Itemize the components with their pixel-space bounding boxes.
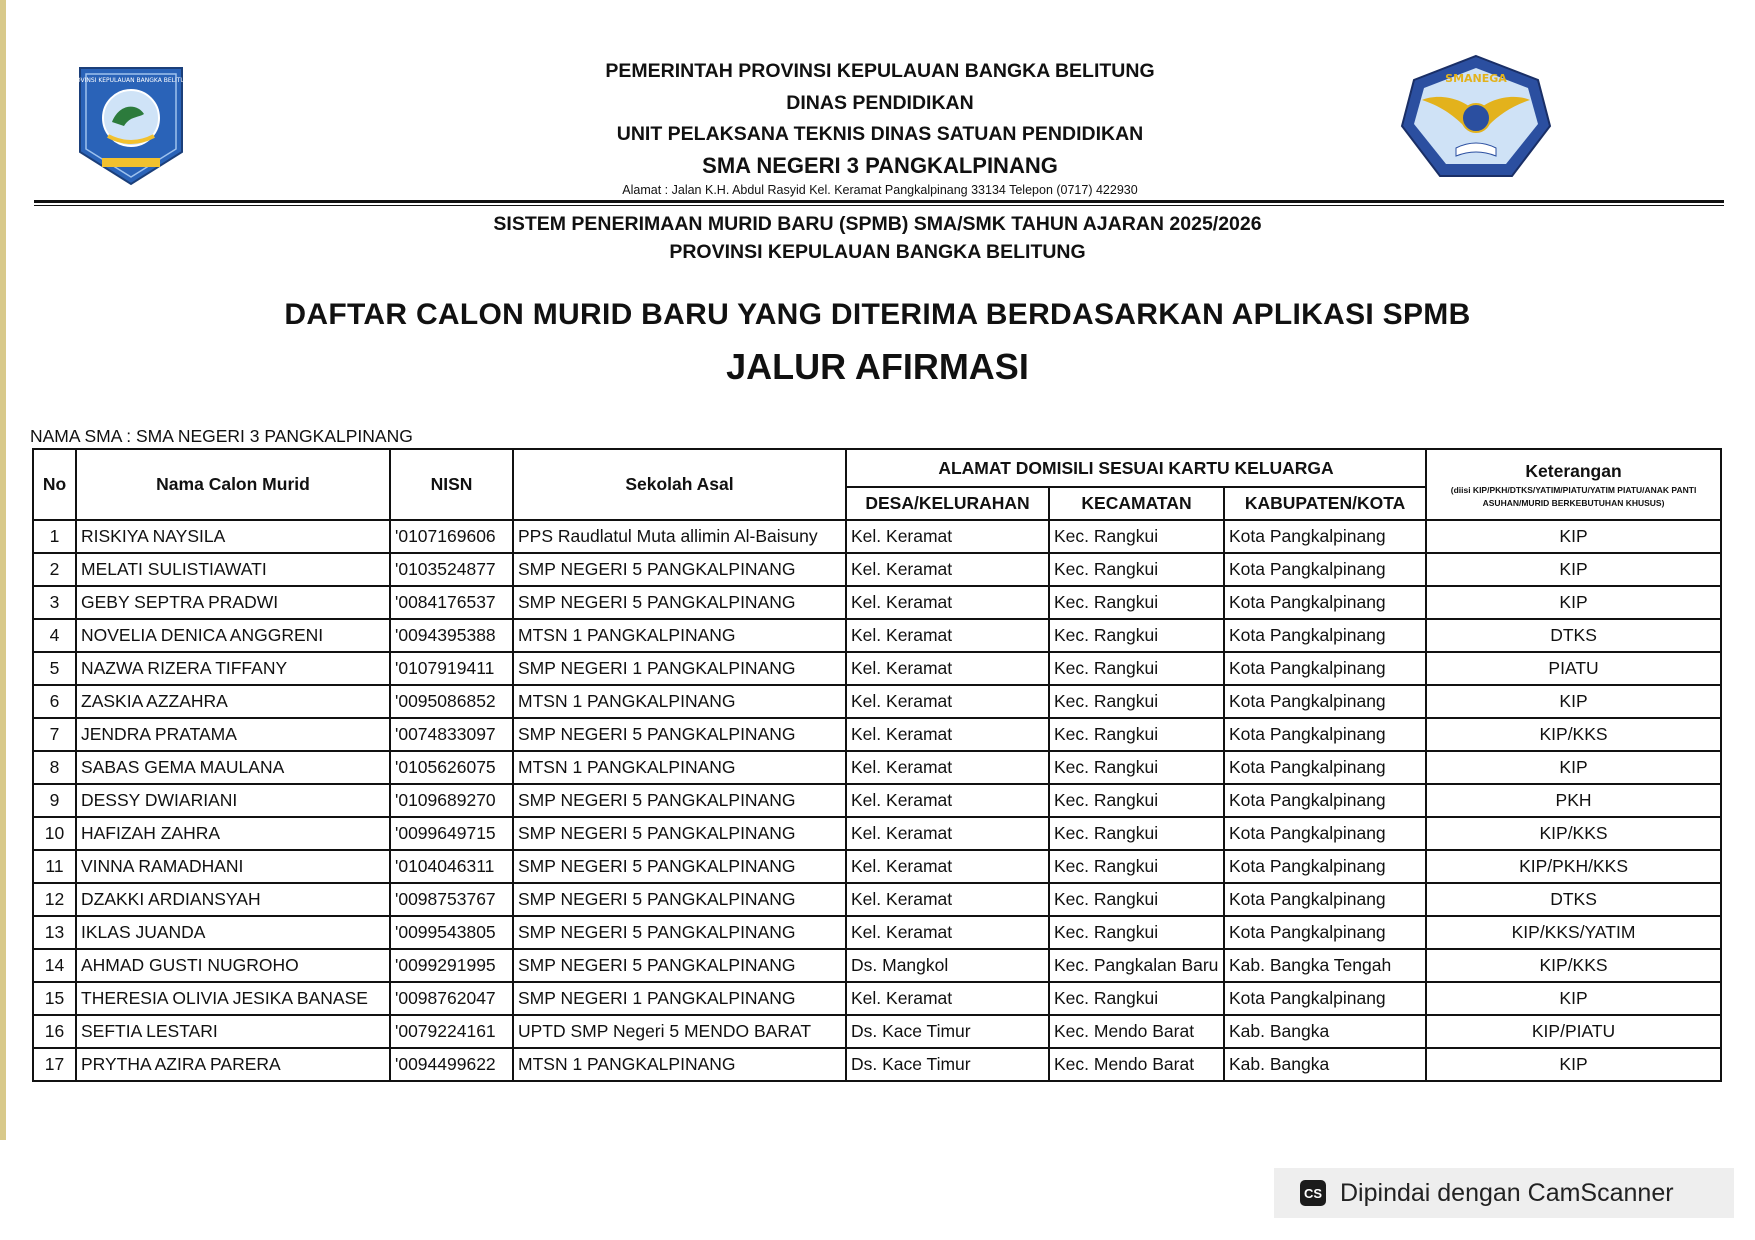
row-student-name: VINNA RAMADHANI: [76, 850, 390, 883]
row-origin-school: MTSN 1 PANGKALPINANG: [513, 619, 846, 652]
letterhead-divider-thin: [34, 205, 1724, 206]
row-regency: Kota Pangkalpinang: [1224, 718, 1426, 751]
header-address-group: ALAMAT DOMISILI SESUAI KARTU KELUARGA: [846, 449, 1426, 487]
row-student-name: SABAS GEMA MAULANA: [76, 751, 390, 784]
row-regency: Kota Pangkalpinang: [1224, 784, 1426, 817]
row-student-name: THERESIA OLIVIA JESIKA BANASE: [76, 982, 390, 1015]
row-no: 4: [33, 619, 76, 652]
subtitle-province: PROVINSI KEPULAUAN BANGKA BELITUNG: [669, 241, 1086, 263]
row-no: 12: [33, 883, 76, 916]
table-row: [33, 718, 1721, 751]
row-district: Kec. Rangkui: [1049, 982, 1224, 1015]
row-no: 2: [33, 553, 76, 586]
row-origin-school: SMP NEGERI 1 PANGKALPINANG: [513, 982, 846, 1015]
row-student-name: MELATI SULISTIAWATI: [76, 553, 390, 586]
row-regency: Kota Pangkalpinang: [1224, 652, 1426, 685]
row-no: 13: [33, 916, 76, 949]
row-village: Kel. Keramat: [846, 685, 1049, 718]
table-row: [33, 619, 1721, 652]
row-no: 10: [33, 817, 76, 850]
row-regency: Kab. Bangka: [1224, 1015, 1426, 1048]
row-district: Kec. Mendo Barat: [1049, 1015, 1224, 1048]
row-district: Kec. Rangkui: [1049, 784, 1224, 817]
school-name-label: NAMA SMA : SMA NEGERI 3 PANGKALPINANG: [30, 426, 413, 446]
row-student-name: AHMAD GUSTI NUGROHO: [76, 949, 390, 982]
row-remarks: KIP: [1426, 1048, 1721, 1081]
row-village: Kel. Keramat: [846, 652, 1049, 685]
row-origin-school: SMP NEGERI 5 PANGKALPINANG: [513, 718, 846, 751]
row-origin-school: UPTD SMP Negeri 5 MENDO BARAT: [513, 1015, 846, 1048]
row-district: Kec. Rangkui: [1049, 916, 1224, 949]
row-regency: Kota Pangkalpinang: [1224, 916, 1426, 949]
row-nisn: '0099649715: [390, 817, 513, 850]
row-origin-school: SMP NEGERI 5 PANGKALPINANG: [513, 850, 846, 883]
row-student-name: HAFIZAH ZAHRA: [76, 817, 390, 850]
row-district: Kec. Rangkui: [1049, 619, 1224, 652]
row-district: Kec. Rangkui: [1049, 883, 1224, 916]
row-nisn: '0107919411: [390, 652, 513, 685]
table-row: [33, 751, 1721, 784]
row-nisn: '0104046311: [390, 850, 513, 883]
letterhead-address: Alamat : Jalan K.H. Abdul Rasyid Kel. Keramat Pangkalpinang 33134 Telepon (0717) 422930: [622, 183, 1138, 197]
row-district: Kec. Rangkui: [1049, 652, 1224, 685]
row-nisn: '0095086852: [390, 685, 513, 718]
row-regency: Kota Pangkalpinang: [1224, 982, 1426, 1015]
row-regency: Kota Pangkalpinang: [1224, 751, 1426, 784]
row-remarks: KIP: [1426, 586, 1721, 619]
row-no: 16: [33, 1015, 76, 1048]
header-nisn: NISN: [390, 449, 513, 520]
row-village: Kel. Keramat: [846, 586, 1049, 619]
table-row: [33, 916, 1721, 949]
row-remarks: KIP: [1426, 751, 1721, 784]
header-student-name: Nama Calon Murid: [76, 449, 390, 520]
row-no: 1: [33, 520, 76, 553]
header-no: No: [33, 449, 76, 520]
row-district: Kec. Rangkui: [1049, 520, 1224, 553]
camscanner-watermark: [1274, 1168, 1734, 1218]
table-row: [33, 553, 1721, 586]
header-village: DESA/KELURAHAN: [846, 487, 1049, 520]
row-origin-school: SMP NEGERI 5 PANGKALPINANG: [513, 883, 846, 916]
row-student-name: GEBY SEPTRA PRADWI: [76, 586, 390, 619]
header-remarks-note: (diisi KIP/PKH/DTKS/YATIM/PIATU/YATIM PIATU/ANAK PANTI ASUHAN/MURID BERKEBUTUHAN KHUSUS): [1450, 484, 1697, 508]
row-no: 7: [33, 718, 76, 751]
row-student-name: DESSY DWIARIANI: [76, 784, 390, 817]
row-village: Kel. Keramat: [846, 982, 1049, 1015]
row-remarks: KIP/PIATU: [1426, 1015, 1721, 1048]
row-origin-school: SMP NEGERI 1 PANGKALPINANG: [513, 652, 846, 685]
row-regency: Kota Pangkalpinang: [1224, 817, 1426, 850]
row-no: 11: [33, 850, 76, 883]
row-no: 9: [33, 784, 76, 817]
header-remarks-label: Keterangan: [1525, 460, 1622, 481]
row-district: Kec. Mendo Barat: [1049, 1048, 1224, 1081]
row-district: Kec. Rangkui: [1049, 850, 1224, 883]
row-nisn: '0105626075: [390, 751, 513, 784]
province-logo: [68, 66, 194, 186]
row-remarks: PKH: [1426, 784, 1721, 817]
row-remarks: KIP: [1426, 982, 1721, 1015]
row-nisn: '0109689270: [390, 784, 513, 817]
row-nisn: '0103524877: [390, 553, 513, 586]
row-student-name: ZASKIA AZZAHRA: [76, 685, 390, 718]
table-row: [33, 1048, 1721, 1081]
row-remarks: KIP/KKS/YATIM: [1426, 916, 1721, 949]
row-village: Ds. Kace Timur: [846, 1048, 1049, 1081]
row-nisn: '0107169606: [390, 520, 513, 553]
header-district: KECAMATAN: [1049, 487, 1224, 520]
row-district: Kec. Pangkalan Baru: [1049, 949, 1224, 982]
row-no: 15: [33, 982, 76, 1015]
row-district: Kec. Rangkui: [1049, 817, 1224, 850]
row-student-name: NAZWA RIZERA TIFFANY: [76, 652, 390, 685]
table-row: [33, 784, 1721, 817]
row-regency: Kota Pangkalpinang: [1224, 619, 1426, 652]
row-origin-school: SMP NEGERI 5 PANGKALPINANG: [513, 784, 846, 817]
row-origin-school: SMP NEGERI 5 PANGKALPINANG: [513, 916, 846, 949]
letterhead: [560, 58, 1200, 197]
row-nisn: '0079224161: [390, 1015, 513, 1048]
row-origin-school: MTSN 1 PANGKALPINANG: [513, 751, 846, 784]
row-no: 14: [33, 949, 76, 982]
table-row: [33, 586, 1721, 619]
letterhead-unit: UNIT PELAKSANA TEKNIS DINAS SATUAN PENDIDIKAN: [616, 123, 1144, 145]
table-row: [33, 1015, 1721, 1048]
row-regency: Kota Pangkalpinang: [1224, 520, 1426, 553]
letterhead-department: DINAS PENDIDIKAN: [786, 92, 974, 114]
row-remarks: KIP/PKH/KKS: [1426, 850, 1721, 883]
row-remarks: KIP/KKS: [1426, 817, 1721, 850]
row-village: Ds. Mangkol: [846, 949, 1049, 982]
row-nisn: '0099291995: [390, 949, 513, 982]
row-village: Kel. Keramat: [846, 553, 1049, 586]
subtitle-system: SISTEM PENERIMAAN MURID BARU (SPMB) SMA/SMK TAHUN AJARAN 2025/2026: [493, 213, 1262, 235]
row-district: Kec. Rangkui: [1049, 718, 1224, 751]
row-regency: Kota Pangkalpinang: [1224, 586, 1426, 619]
row-village: Kel. Keramat: [846, 916, 1049, 949]
row-regency: Kota Pangkalpinang: [1224, 553, 1426, 586]
camscanner-icon: CS: [1300, 1180, 1326, 1206]
table-row: [33, 685, 1721, 718]
table-row: [33, 850, 1721, 883]
row-origin-school: PPS Raudlatul Muta allimin Al-Baisuny: [513, 520, 846, 553]
row-nisn: '0074833097: [390, 718, 513, 751]
row-origin-school: MTSN 1 PANGKALPINANG: [513, 1048, 846, 1081]
row-student-name: IKLAS JUANDA: [76, 916, 390, 949]
row-village: Kel. Keramat: [846, 784, 1049, 817]
row-no: 17: [33, 1048, 76, 1081]
table-row: [33, 949, 1721, 982]
row-student-name: DZAKKI ARDIANSYAH: [76, 883, 390, 916]
row-no: 3: [33, 586, 76, 619]
row-district: Kec. Rangkui: [1049, 553, 1224, 586]
row-village: Kel. Keramat: [846, 718, 1049, 751]
row-regency: Kota Pangkalpinang: [1224, 850, 1426, 883]
row-origin-school: SMP NEGERI 5 PANGKALPINANG: [513, 817, 846, 850]
page-edge: [0, 0, 6, 1140]
row-origin-school: SMP NEGERI 5 PANGKALPINANG: [513, 949, 846, 982]
row-no: 8: [33, 751, 76, 784]
row-student-name: PRYTHA AZIRA PARERA: [76, 1048, 390, 1081]
school-logo: [1400, 52, 1552, 184]
row-remarks: KIP: [1426, 553, 1721, 586]
row-village: Kel. Keramat: [846, 751, 1049, 784]
row-student-name: RISKIYA NAYSILA: [76, 520, 390, 553]
row-remarks: KIP: [1426, 520, 1721, 553]
camscanner-label: Dipindai dengan CamScanner: [1340, 1178, 1674, 1207]
row-village: Kel. Keramat: [846, 619, 1049, 652]
table-row: [33, 520, 1721, 553]
letterhead-school: SMA NEGERI 3 PANGKALPINANG: [702, 153, 1058, 178]
row-nisn: '0098762047: [390, 982, 513, 1015]
row-no: 6: [33, 685, 76, 718]
row-student-name: JENDRA PRATAMA: [76, 718, 390, 751]
row-origin-school: SMP NEGERI 5 PANGKALPINANG: [513, 553, 846, 586]
row-village: Kel. Keramat: [846, 850, 1049, 883]
row-student-name: NOVELIA DENICA ANGGRENI: [76, 619, 390, 652]
row-village: Ds. Kace Timur: [846, 1015, 1049, 1048]
row-nisn: '0098753767: [390, 883, 513, 916]
svg-text:PROVINSI KEPULAUAN BANGKA BELI: PROVINSI KEPULAUAN BANGKA BELITUNG: [68, 77, 194, 84]
row-nisn: '0084176537: [390, 586, 513, 619]
row-remarks: DTKS: [1426, 883, 1721, 916]
table-row: [33, 652, 1721, 685]
header-remarks: [1426, 449, 1721, 520]
row-village: Kel. Keramat: [846, 883, 1049, 916]
document-title: DAFTAR CALON MURID BARU YANG DITERIMA BERDASARKAN APLIKASI SPMB: [284, 298, 1471, 331]
row-origin-school: MTSN 1 PANGKALPINANG: [513, 685, 846, 718]
row-remarks: PIATU: [1426, 652, 1721, 685]
row-nisn: '0094395388: [390, 619, 513, 652]
document-subtitle: JALUR AFIRMASI: [726, 346, 1029, 387]
row-nisn: '0094499622: [390, 1048, 513, 1081]
svg-text:SMANEGA: SMANEGA: [1445, 72, 1507, 85]
row-student-name: SEFTIA LESTARI: [76, 1015, 390, 1048]
table-row: [33, 817, 1721, 850]
table-row: [33, 883, 1721, 916]
row-regency: Kota Pangkalpinang: [1224, 685, 1426, 718]
row-regency: Kab. Bangka: [1224, 1048, 1426, 1081]
row-origin-school: SMP NEGERI 5 PANGKALPINANG: [513, 586, 846, 619]
letterhead-divider: [34, 200, 1724, 203]
row-regency: Kab. Bangka Tengah: [1224, 949, 1426, 982]
header-regency: KABUPATEN/KOTA: [1224, 487, 1426, 520]
row-regency: Kota Pangkalpinang: [1224, 883, 1426, 916]
table-body: [33, 520, 1721, 1081]
row-remarks: KIP: [1426, 685, 1721, 718]
row-remarks: KIP/KKS: [1426, 718, 1721, 751]
table-row: [33, 982, 1721, 1015]
row-district: Kec. Rangkui: [1049, 586, 1224, 619]
row-remarks: DTKS: [1426, 619, 1721, 652]
row-no: 5: [33, 652, 76, 685]
letterhead-government: PEMERINTAH PROVINSI KEPULAUAN BANGKA BELITUNG: [605, 60, 1155, 82]
row-district: Kec. Rangkui: [1049, 751, 1224, 784]
row-district: Kec. Rangkui: [1049, 685, 1224, 718]
accepted-students-table: [32, 448, 1722, 1082]
row-remarks: KIP/KKS: [1426, 949, 1721, 982]
row-village: Kel. Keramat: [846, 520, 1049, 553]
header-origin-school: Sekolah Asal: [513, 449, 846, 520]
row-nisn: '0099543805: [390, 916, 513, 949]
row-village: Kel. Keramat: [846, 817, 1049, 850]
